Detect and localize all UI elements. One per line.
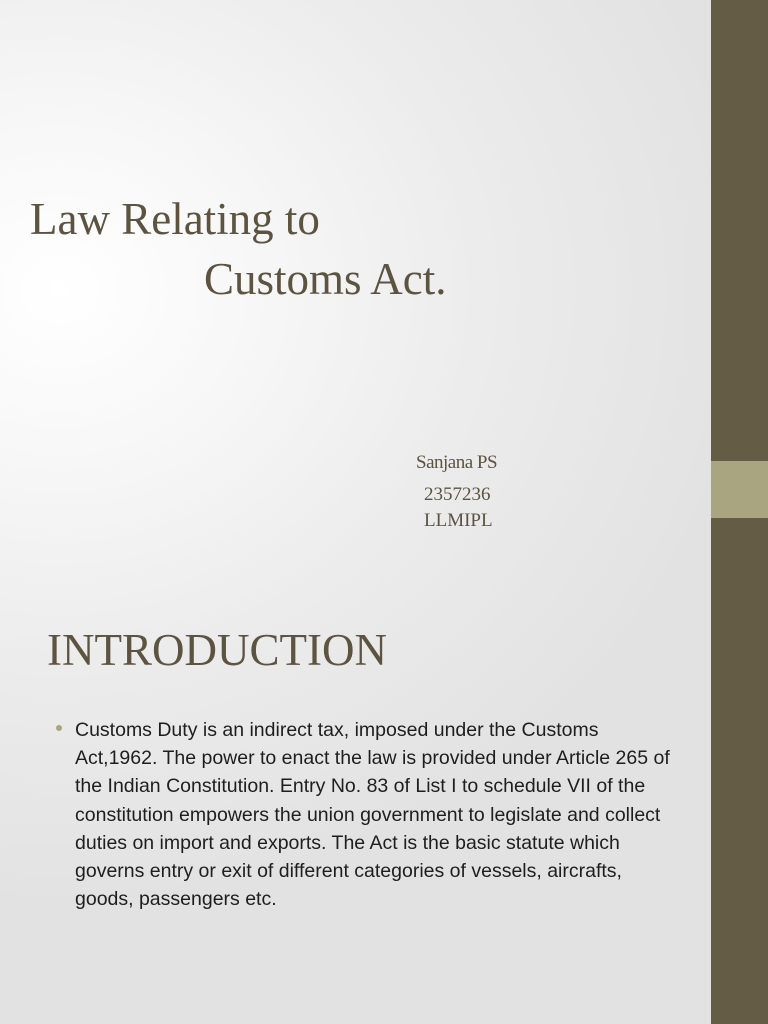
author-id: 2357236 — [424, 484, 491, 505]
sidebar-accent-block — [711, 461, 768, 518]
bullet-item — [47, 716, 675, 913]
author-name: Sanjana PS — [416, 452, 498, 473]
bullet-icon — [56, 725, 62, 731]
slide-title-line2: Customs Act. — [204, 254, 447, 304]
slide-title-line1: Law Relating to — [30, 194, 320, 244]
bullet-text: Customs Duty is an indirect tax, imposed under the Customs Act,1962. The power to enact the law is provided under Article 265 of the Indian Constitution. Entry No. 83 of List I to schedule VII of the constitution empowers the union government to legislate and collect duties on import and exports. The Act is the basic statute which governs entry or exit of different categories of vessels, aircrafts, goods, passengers etc. — [75, 719, 670, 911]
bullet-list — [47, 716, 675, 913]
section-heading: INTRODUCTION — [47, 625, 387, 675]
author-course: LLMIPL — [424, 510, 493, 531]
